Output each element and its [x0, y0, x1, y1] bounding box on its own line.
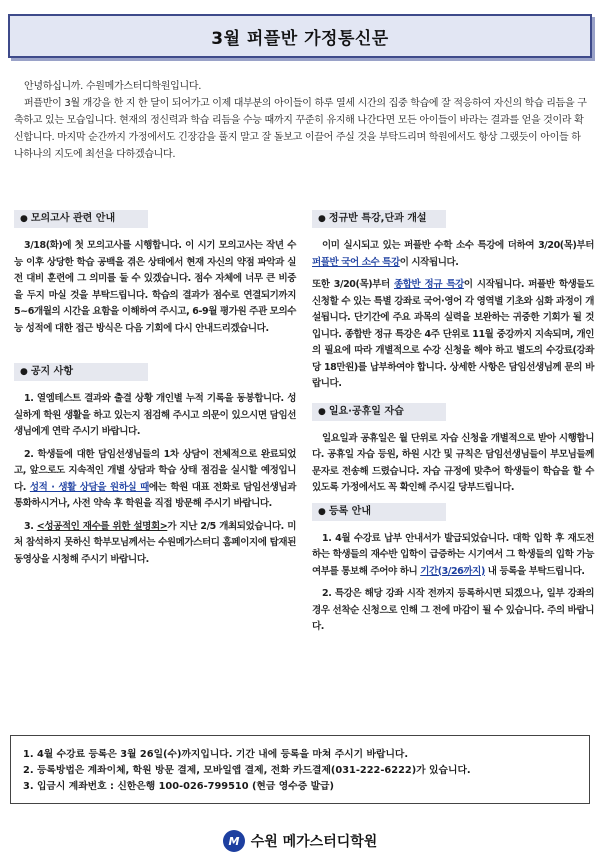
notice-item-3-number: 3.: [24, 520, 37, 532]
special-course-p1-text: 이미 실시되고 있는 퍼플반 수학 소수 특강에 더하여 3/20(목)부터: [322, 240, 594, 251]
page-title: 3월 퍼플반 가정통신문: [211, 28, 389, 49]
section-header: [14, 210, 148, 228]
section-header-label: 정규반 특강,단과 개설: [328, 213, 427, 224]
registration-item-1-rest: 내 등록을 부탁드립니다.: [484, 565, 585, 577]
bottom-notice-line-1: 1. 4월 수강료 등록은 3월 26일(수)까지입니다. 기간 내에 등록을 마쳐 주시기 바랍니다.: [23, 749, 409, 760]
section-header-label: 등록 안내: [328, 505, 371, 517]
intro-paragraph: 퍼플반이 3월 개강을 한 지 한 달이 되어가고 이제 대부분의 아이들이 하루 열세 시간의 집중 학습에 잘 적응하여 자신의 학습 리듬을 구축하고 있는 모습입니다. 현재의 정신력과 학습 리듬을 수능 때까지 꾸준히 유지해 나간다면 모든 아이들이 바라는 결과를 얻을 것이라 확신합니다. 마지막 순간까지 가정에서도 긴장감을 풀지 말고 잘 돌보고 이끌어 주실 것을 부탁드리며 학원에서도 항상 그랬듯이 아이들 하나하나의 지도에 최선을 다하겠습니다.: [14, 98, 587, 160]
section-header: [312, 403, 446, 421]
special-course-p2-text: 또한 3/20(목)부터: [312, 279, 394, 290]
bottom-notice-line-2: 2. 등록방법은 계좌이체, 학원 방문 결제, 모바일앱 결제, 전화 카드결제(031-222-6222)가 있습니다.: [23, 765, 471, 776]
special-course-p2-rest: 이 시작됩니다. 퍼플반 학생들도 신청할 수 있는 특별 강좌로 국어·영어 각 영역별 기초와 심화 과정이 개설됩니다. 단기간에 주요 과목의 실력을 보완하는 귀중한 기회가 될 것입니다. 종합반 정규 특강은 4주 단위로 11월 중강까지 지속되며, 개인의 필요에 따라 개별적으로 수강 신청을 해야 하고 별도의 수강료(강좌당 18만원)를 납부하여야 합니다. 상세한 사항은 담임선생님께 문의 바랍니다.: [312, 279, 594, 389]
mock-exam-body: 3/18(화)에 첫 모의고사를 시행합니다. 이 시기 모의고사는 작년 수능 이후 상당한 학습 공백을 겪은 상태에서 현재 자신의 약점 파악과 실전 대비 훈련에 그 의미를 둘 수 있겠습니다. 점수 자체에 너무 큰 비중을 두지 마실 것을 부탁드립니다. 학습의 결과가 점수로 연결되기까지 5~6개월의 시간을 요함을 이해하여 주시고, 6-9월 평가원 주관 모의수능 성적에 대한 접근 방식은 다음 기회에 다시 안내드리겠습니다.: [14, 240, 296, 334]
notice-item-2-rest: 에는 학원 대표 전화로 담임선생님과 통화하시거나, 사전 약속 후 학원을 직접 방문해 주시기 바랍니다.: [14, 481, 296, 509]
logo-letter: M: [228, 835, 240, 848]
section-header-label: 모의고사 관련 안내: [30, 213, 116, 224]
registration-item-1-highlight: 기간(3/26까지): [420, 565, 485, 577]
weekend-study-body: 일요일과 공휴일은 월 단위로 자습 신청을 개별적으로 받아 시행합니다. 공휴일 자습 등원, 하원 시간 및 규칙은 담임선생님들이 부모님들께 문자로 전송해 드렸습니다. 자습 규정에 맞추어 학생들이 학습을 할 수 있도록 가정에서도 꼭 확인해 주시길 당부드립니다.: [312, 432, 594, 493]
section-mock-exam: [14, 210, 296, 337]
notice-item-2-text: 2. 학생들에 대한 담임선생님들의 1차 상담이 전체적으로 완료되었고, 앞으로도 지속적인 개별 상담과 학습 상태 점검을 실시할 예정입니다.: [14, 448, 296, 493]
notice-item-2: [14, 447, 296, 513]
title-banner: [8, 14, 592, 58]
registration-item-2: 2. 특강은 해당 강좌 시작 전까지 등록하시면 되겠으나, 일부 강좌의 경우 선착순 신청으로 인해 그 전에 마감이 될 수 있습니다. 주의 바랍니다.: [312, 588, 594, 632]
bullet-icon: ●: [20, 214, 28, 224]
special-course-p2: [312, 277, 594, 393]
bottom-notice-box: [10, 735, 590, 804]
section-header: [14, 363, 148, 381]
registration-item-1-text: 1. 4월 수강료 납부 안내서가 발급되었습니다. 대학 입학 후 재도전하는 학생들의 재수반 입학이 급증하는 시기여서 그 학생들의 입학 가능 여부를 통보해 주어야 하니: [312, 532, 594, 577]
intro-greeting: 안녕하십니까. 수원메가스터디학원입니다.: [24, 81, 202, 92]
special-course-p1: [312, 238, 594, 271]
logo-graphic: [223, 830, 245, 852]
registration-item-1: [312, 531, 594, 581]
bullet-icon: ●: [318, 506, 326, 517]
section-header: [312, 210, 446, 228]
intro-text: [14, 78, 588, 163]
section-notice: [14, 363, 296, 568]
academy-logo-icon: [223, 830, 245, 852]
left-column: [14, 210, 296, 574]
section-header-label: 공지 사항: [30, 366, 73, 377]
notice-item-1: 1. 열엠테스트 결과와 출결 상황 개인별 누적 기록을 동봉합니다. 성실하게 학원 생활을 하고 있는지 점검해 주시고 의문이 있으시면 담임선생님에게 연락 주시기 바랍니다.: [14, 393, 296, 437]
bottom-notice-line-3: 3. 입금시 계좌번호 : 신한은행 100-026-799510 (현금 영수증 발급): [23, 781, 334, 792]
special-course-p1-rest: 이 시작됩니다.: [399, 256, 459, 268]
special-course-p1-highlight: 퍼플반 국어 소수 특강: [312, 256, 400, 268]
section-header: [312, 503, 446, 521]
bullet-icon: ●: [20, 367, 28, 377]
notice-item-3-rest: 가 지난 2/5 개최되었습니다. 미처 참석하지 못하신 학부모님께서는 수원메가스터디 홈페이지에 탑재된 동영상을 시청해 주시기 바랍니다.: [14, 520, 296, 565]
notice-item-3: [14, 519, 296, 569]
footer: [0, 827, 600, 855]
section-weekend-study: [312, 403, 594, 497]
academy-name: 수원 메가스터디학원: [250, 834, 378, 850]
bullet-icon: ●: [318, 406, 326, 417]
special-course-p2-highlight: 종합반 정규 특강: [393, 279, 464, 290]
notice-item-2-highlight: 성적 · 생활 상담을 원하실 때: [29, 481, 149, 493]
bullet-icon: ●: [318, 214, 326, 224]
right-column: [312, 210, 594, 642]
section-special-course: [312, 210, 594, 393]
section-registration: [312, 503, 594, 636]
section-header-label: 일요·공휴일 자습: [328, 405, 404, 417]
notice-item-3-highlight: <성공적인 재수를 위한 설명회>: [36, 520, 168, 532]
